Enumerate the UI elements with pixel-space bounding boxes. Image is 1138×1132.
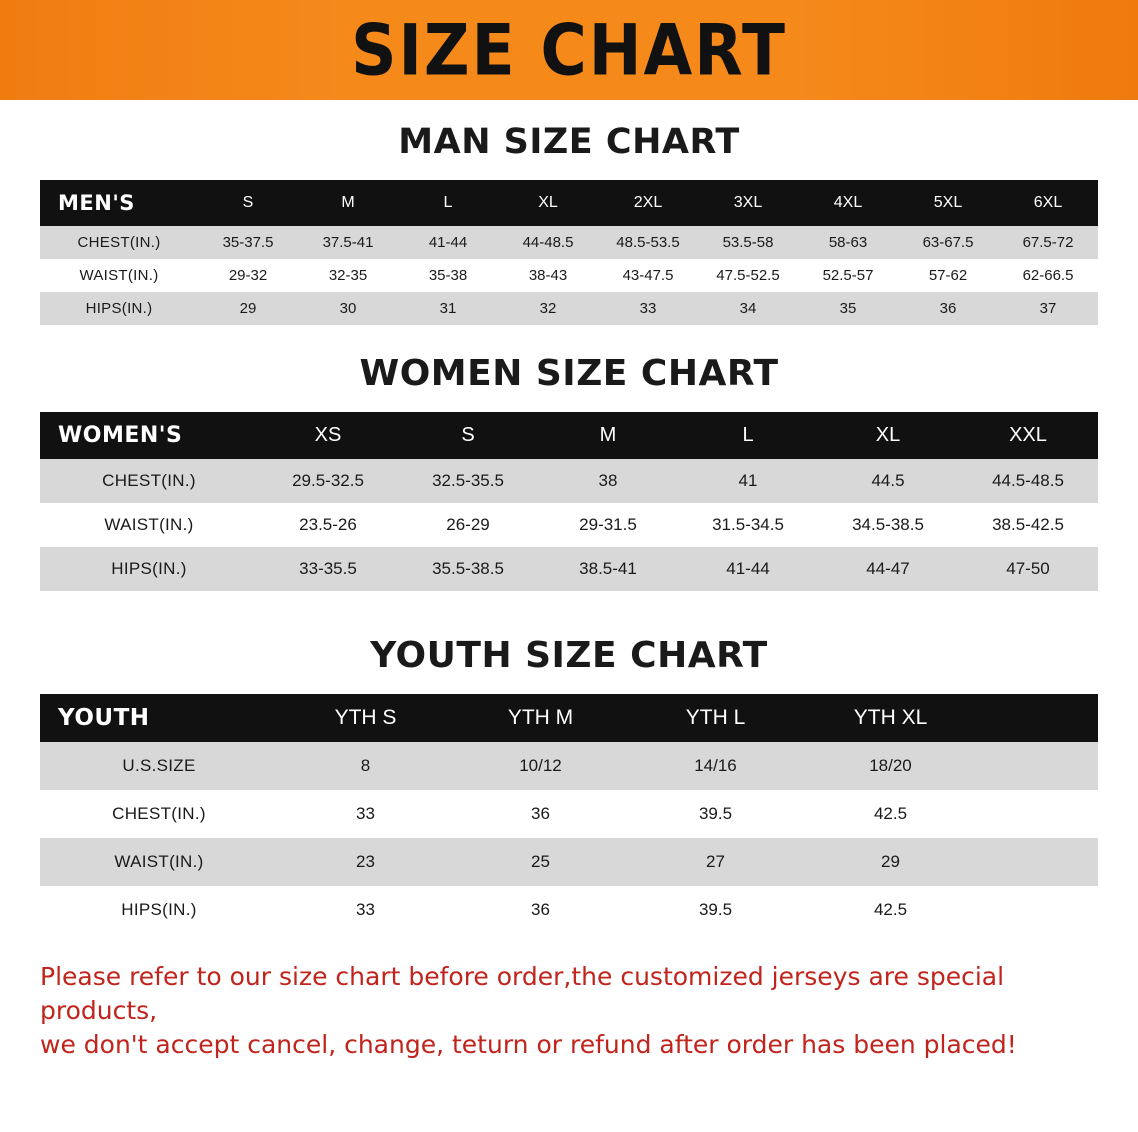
youth-size-table xyxy=(40,694,1098,934)
table-cell: 63-67.5 xyxy=(898,226,998,259)
table-cell: 36 xyxy=(453,790,628,838)
table-cell: 32-35 xyxy=(298,259,398,292)
table-cell: 38 xyxy=(538,459,678,503)
women-col-header-xl: XL xyxy=(818,412,958,459)
table-cell: 10/12 xyxy=(453,742,628,790)
women-col-header-xs: XS xyxy=(258,412,398,459)
table-cell: 30 xyxy=(298,292,398,325)
table-header-row xyxy=(40,694,1098,742)
table-cell: 34 xyxy=(698,292,798,325)
table-cell: 8 xyxy=(278,742,453,790)
table-row xyxy=(40,790,1098,838)
men-col-header-5xl: 5XL xyxy=(898,180,998,226)
women-col-header-l: L xyxy=(678,412,818,459)
youth-col-header-l: YTH L xyxy=(628,694,803,742)
table-cell: 44-48.5 xyxy=(498,226,598,259)
youth-table-corner-header: YOUTH xyxy=(40,694,278,742)
youth-col-header-xl: YTH XL xyxy=(803,694,978,742)
youth-row-label-us-size: U.S.SIZE xyxy=(40,742,278,790)
table-row xyxy=(40,742,1098,790)
women-row-label-hips: HIPS(IN.) xyxy=(40,547,258,591)
table-cell: 29-31.5 xyxy=(538,503,678,547)
table-cell: 23 xyxy=(278,838,453,886)
policy-note-line-1: Please refer to our size chart before order,the customized jerseys are special products, xyxy=(40,962,1005,1025)
table-cell: 42.5 xyxy=(803,886,978,934)
table-cell: 38-43 xyxy=(498,259,598,292)
table-cell-spacer xyxy=(978,790,1098,838)
men-col-header-m: M xyxy=(298,180,398,226)
table-cell: 35-38 xyxy=(398,259,498,292)
youth-col-header-m: YTH M xyxy=(453,694,628,742)
table-cell: 57-62 xyxy=(898,259,998,292)
table-cell: 44.5 xyxy=(818,459,958,503)
table-cell: 43-47.5 xyxy=(598,259,698,292)
men-row-label-chest: CHEST(IN.) xyxy=(40,226,198,259)
table-row xyxy=(40,226,1098,259)
table-row xyxy=(40,503,1098,547)
table-cell: 48.5-53.5 xyxy=(598,226,698,259)
table-cell: 37 xyxy=(998,292,1098,325)
table-cell: 35 xyxy=(798,292,898,325)
women-row-label-chest: CHEST(IN.) xyxy=(40,459,258,503)
table-cell: 34.5-38.5 xyxy=(818,503,958,547)
table-cell: 41 xyxy=(678,459,818,503)
table-cell: 33 xyxy=(598,292,698,325)
youth-section-title: YOUTH SIZE CHART xyxy=(370,635,768,676)
men-col-header-l: L xyxy=(398,180,498,226)
youth-row-label-chest: CHEST(IN.) xyxy=(40,790,278,838)
table-cell: 23.5-26 xyxy=(258,503,398,547)
women-table-corner-header: WOMEN'S xyxy=(40,412,258,459)
table-cell: 67.5-72 xyxy=(998,226,1098,259)
table-cell: 31 xyxy=(398,292,498,325)
table-cell: 41-44 xyxy=(398,226,498,259)
table-cell: 39.5 xyxy=(628,790,803,838)
table-cell: 27 xyxy=(628,838,803,886)
table-cell: 29 xyxy=(803,838,978,886)
table-cell: 29-32 xyxy=(198,259,298,292)
men-col-header-6xl: 6XL xyxy=(998,180,1098,226)
table-cell-spacer xyxy=(978,742,1098,790)
women-row-label-waist: WAIST(IN.) xyxy=(40,503,258,547)
table-cell-spacer xyxy=(978,838,1098,886)
men-col-header-s: S xyxy=(198,180,298,226)
table-cell: 38.5-41 xyxy=(538,547,678,591)
table-header-row xyxy=(40,412,1098,459)
table-cell: 36 xyxy=(453,886,628,934)
policy-note-line-2: we don't accept cancel, change, teturn or refund after order has been placed! xyxy=(40,1029,1017,1059)
table-cell: 18/20 xyxy=(803,742,978,790)
man-table-wrap xyxy=(40,180,1098,325)
women-size-table xyxy=(40,412,1098,591)
table-row xyxy=(40,459,1098,503)
table-row xyxy=(40,259,1098,292)
table-cell: 44.5-48.5 xyxy=(958,459,1098,503)
table-cell: 32 xyxy=(498,292,598,325)
men-size-table xyxy=(40,180,1098,325)
women-table-wrap xyxy=(40,412,1098,591)
table-cell: 47-50 xyxy=(958,547,1098,591)
table-cell: 42.5 xyxy=(803,790,978,838)
men-table-corner-header: MEN'S xyxy=(40,180,198,226)
women-col-header-m: M xyxy=(538,412,678,459)
youth-row-label-hips: HIPS(IN.) xyxy=(40,886,278,934)
table-cell: 62-66.5 xyxy=(998,259,1098,292)
table-cell: 32.5-35.5 xyxy=(398,459,538,503)
table-cell: 58-63 xyxy=(798,226,898,259)
men-col-header-xl: XL xyxy=(498,180,598,226)
youth-row-label-waist: WAIST(IN.) xyxy=(40,838,278,886)
table-cell: 29.5-32.5 xyxy=(258,459,398,503)
table-cell: 33 xyxy=(278,790,453,838)
table-cell: 33-35.5 xyxy=(258,547,398,591)
table-cell: 26-29 xyxy=(398,503,538,547)
table-cell: 53.5-58 xyxy=(698,226,798,259)
table-cell-spacer xyxy=(978,886,1098,934)
table-row xyxy=(40,292,1098,325)
men-col-header-4xl: 4XL xyxy=(798,180,898,226)
table-cell: 31.5-34.5 xyxy=(678,503,818,547)
table-cell: 41-44 xyxy=(678,547,818,591)
policy-note xyxy=(40,960,1098,1061)
men-row-label-waist: WAIST(IN.) xyxy=(40,259,198,292)
youth-table-wrap xyxy=(40,694,1098,934)
table-cell: 47.5-52.5 xyxy=(698,259,798,292)
banner xyxy=(0,0,1138,100)
table-cell: 35-37.5 xyxy=(198,226,298,259)
men-col-header-3xl: 3XL xyxy=(698,180,798,226)
table-cell: 52.5-57 xyxy=(798,259,898,292)
table-cell: 33 xyxy=(278,886,453,934)
table-row xyxy=(40,547,1098,591)
banner-title: SIZE CHART xyxy=(351,9,787,91)
youth-col-header-spacer xyxy=(978,694,1098,742)
table-cell: 44-47 xyxy=(818,547,958,591)
women-col-header-s: S xyxy=(398,412,538,459)
men-col-header-2xl: 2XL xyxy=(598,180,698,226)
table-cell: 38.5-42.5 xyxy=(958,503,1098,547)
table-cell: 29 xyxy=(198,292,298,325)
women-section-title: WOMEN SIZE CHART xyxy=(359,353,779,394)
table-cell: 14/16 xyxy=(628,742,803,790)
table-header-row xyxy=(40,180,1098,226)
table-row xyxy=(40,838,1098,886)
table-cell: 25 xyxy=(453,838,628,886)
women-col-header-xxl: XXL xyxy=(958,412,1098,459)
men-row-label-hips: HIPS(IN.) xyxy=(40,292,198,325)
table-row xyxy=(40,886,1098,934)
table-cell: 35.5-38.5 xyxy=(398,547,538,591)
table-cell: 39.5 xyxy=(628,886,803,934)
table-cell: 36 xyxy=(898,292,998,325)
table-cell: 37.5-41 xyxy=(298,226,398,259)
youth-col-header-s: YTH S xyxy=(278,694,453,742)
man-section-title: MAN SIZE CHART xyxy=(398,122,740,162)
